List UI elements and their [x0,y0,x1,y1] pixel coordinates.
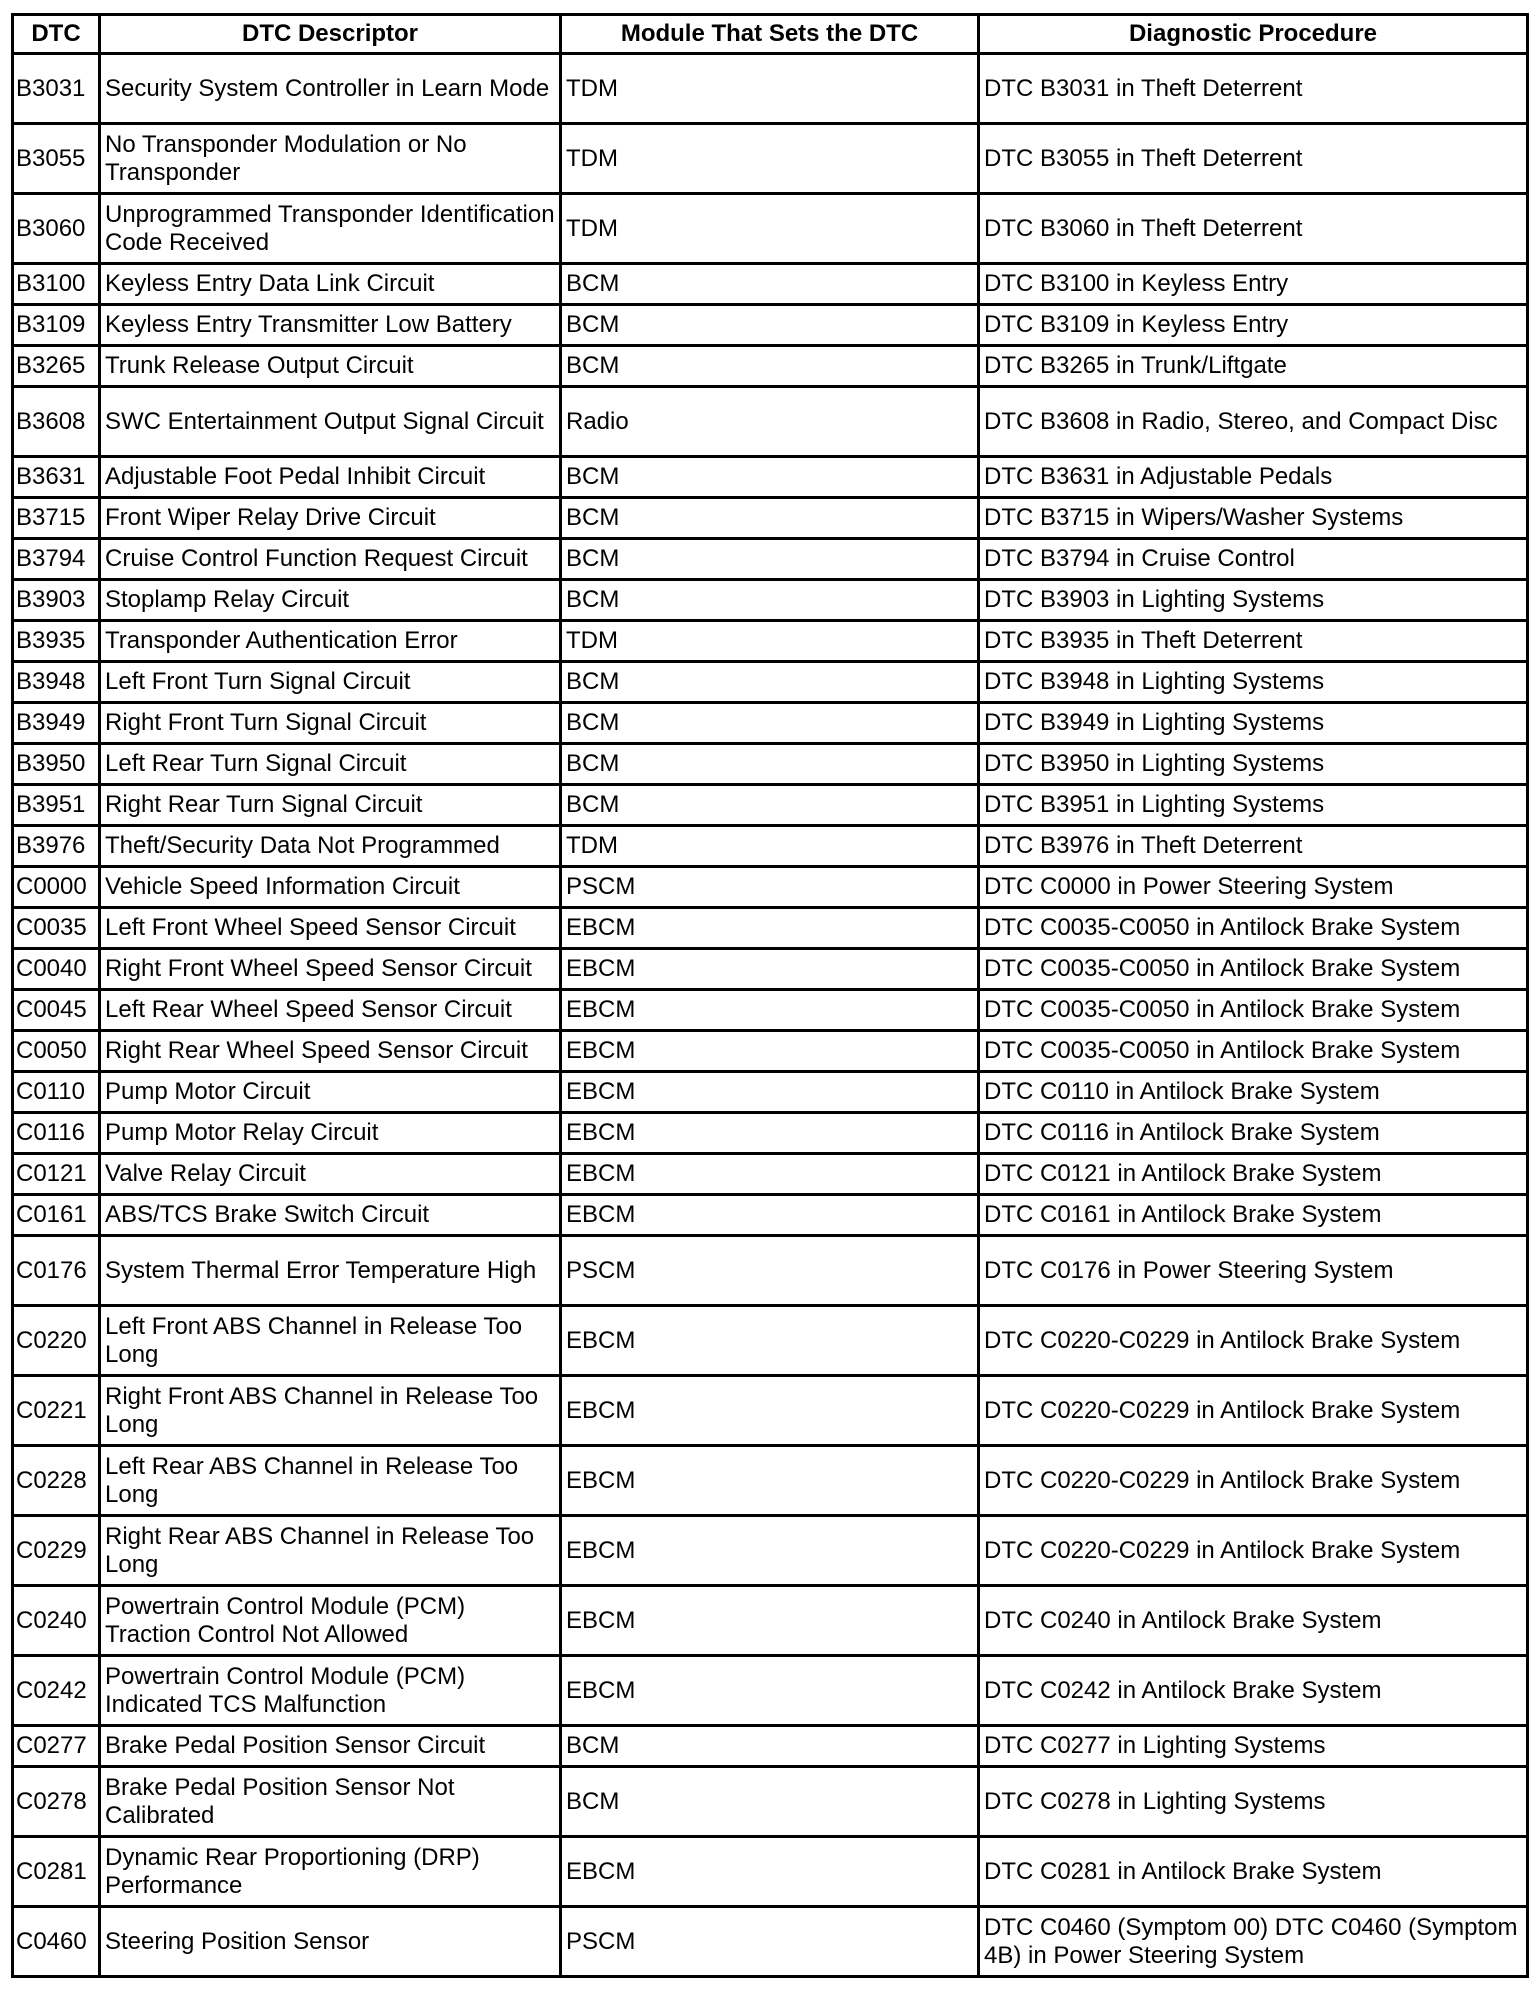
dtc-descriptor-cell: Right Front Turn Signal Circuit [100,703,561,744]
module-cell: TDM [561,194,979,264]
table-row [13,785,1528,826]
diagnostic-procedure-cell: DTC B3715 in Wipers/Washer Systems [979,498,1528,539]
module-cell: BCM [561,305,979,346]
dtc-descriptor-cell: Right Rear ABS Channel in Release Too Long [100,1516,561,1586]
module-cell: EBCM [561,1195,979,1236]
diagnostic-procedure-cell: DTC C0220-C0229 in Antilock Brake System [979,1446,1528,1516]
module-cell: BCM [561,744,979,785]
table-row [13,1726,1528,1767]
module-cell: EBCM [561,1376,979,1446]
diagnostic-procedure-cell: DTC C0161 in Antilock Brake System [979,1195,1528,1236]
table-row [13,826,1528,867]
diagnostic-procedure-cell: DTC C0220-C0229 in Antilock Brake System [979,1376,1528,1446]
dtc-descriptor-cell: Left Rear Wheel Speed Sensor Circuit [100,990,561,1031]
dtc-code-cell: C0161 [13,1195,100,1236]
diagnostic-procedure-cell: DTC C0035-C0050 in Antilock Brake System [979,990,1528,1031]
dtc-code-cell: C0045 [13,990,100,1031]
table-row [13,387,1528,457]
module-cell: EBCM [561,1031,979,1072]
dtc-descriptor-cell: Trunk Release Output Circuit [100,346,561,387]
diagnostic-procedure-cell: DTC C0277 in Lighting Systems [979,1726,1528,1767]
table-row [13,264,1528,305]
module-cell: EBCM [561,1306,979,1376]
table-row [13,1031,1528,1072]
diagnostic-procedure-cell: DTC B3903 in Lighting Systems [979,580,1528,621]
diagnostic-procedure-cell: DTC B3608 in Radio, Stereo, and Compact Disc [979,387,1528,457]
diagnostic-procedure-cell: DTC C0281 in Antilock Brake System [979,1837,1528,1907]
table-row [13,1516,1528,1586]
diagnostic-procedure-cell: DTC B3100 in Keyless Entry [979,264,1528,305]
diagnostic-procedure-cell: DTC C0035-C0050 in Antilock Brake System [979,1031,1528,1072]
dtc-descriptor-cell: Adjustable Foot Pedal Inhibit Circuit [100,457,561,498]
diagnostic-procedure-cell: DTC C0242 in Antilock Brake System [979,1656,1528,1726]
table-row [13,1072,1528,1113]
table-row [13,346,1528,387]
dtc-code-cell: C0220 [13,1306,100,1376]
dtc-code-cell: B3100 [13,264,100,305]
diagnostic-procedure-cell: DTC B3109 in Keyless Entry [979,305,1528,346]
module-cell: EBCM [561,1154,979,1195]
diagnostic-procedure-cell: DTC B3948 in Lighting Systems [979,662,1528,703]
dtc-code-cell: C0242 [13,1656,100,1726]
table-row [13,498,1528,539]
module-cell: BCM [561,539,979,580]
dtc-descriptor-cell: Brake Pedal Position Sensor Not Calibrated [100,1767,561,1837]
module-cell: EBCM [561,1072,979,1113]
diagnostic-procedure-cell: DTC C0116 in Antilock Brake System [979,1113,1528,1154]
dtc-code-cell: C0460 [13,1907,100,1977]
dtc-descriptor-cell: No Transponder Modulation or No Transponder [100,124,561,194]
table-row [13,1446,1528,1516]
dtc-descriptor-cell: Right Rear Wheel Speed Sensor Circuit [100,1031,561,1072]
module-cell: BCM [561,457,979,498]
module-cell: BCM [561,346,979,387]
table-row [13,867,1528,908]
dtc-code-cell: B3715 [13,498,100,539]
dtc-code-cell: B3950 [13,744,100,785]
dtc-code-cell: B3903 [13,580,100,621]
dtc-descriptor-cell: Steering Position Sensor [100,1907,561,1977]
diagnostic-procedure-cell: DTC C0121 in Antilock Brake System [979,1154,1528,1195]
dtc-descriptor-cell: Valve Relay Circuit [100,1154,561,1195]
dtc-code-cell: C0035 [13,908,100,949]
diagnostic-procedure-cell: DTC B3976 in Theft Deterrent [979,826,1528,867]
dtc-descriptor-cell: Left Rear ABS Channel in Release Too Long [100,1446,561,1516]
dtc-descriptor-cell: Cruise Control Function Request Circuit [100,539,561,580]
dtc-code-cell: C0176 [13,1236,100,1306]
dtc-descriptor-cell: Pump Motor Circuit [100,1072,561,1113]
dtc-code-cell: B3976 [13,826,100,867]
dtc-descriptor-cell: ABS/TCS Brake Switch Circuit [100,1195,561,1236]
table-row [13,305,1528,346]
dtc-code-cell: B3265 [13,346,100,387]
header-diagnostic-procedure: Diagnostic Procedure [979,15,1528,54]
dtc-descriptor-cell: System Thermal Error Temperature High [100,1236,561,1306]
dtc-code-cell: C0116 [13,1113,100,1154]
module-cell: EBCM [561,990,979,1031]
module-cell: PSCM [561,1236,979,1306]
module-cell: EBCM [561,1446,979,1516]
dtc-code-cell: C0050 [13,1031,100,1072]
module-cell: TDM [561,621,979,662]
table-row [13,1113,1528,1154]
module-cell: PSCM [561,867,979,908]
table-row [13,908,1528,949]
dtc-descriptor-cell: Transponder Authentication Error [100,621,561,662]
dtc-code-cell: C0121 [13,1154,100,1195]
module-cell: BCM [561,785,979,826]
dtc-descriptor-cell: Dynamic Rear Proportioning (DRP) Performance [100,1837,561,1907]
diagnostic-procedure-cell: DTC C0278 in Lighting Systems [979,1767,1528,1837]
dtc-descriptor-cell: Left Front ABS Channel in Release Too Long [100,1306,561,1376]
diagnostic-procedure-cell: DTC B3060 in Theft Deterrent [979,194,1528,264]
dtc-code-cell: B3060 [13,194,100,264]
module-cell: EBCM [561,908,979,949]
dtc-code-cell: B3109 [13,305,100,346]
table-row [13,457,1528,498]
dtc-code-cell: B3935 [13,621,100,662]
diagnostic-procedure-cell: DTC C0000 in Power Steering System [979,867,1528,908]
dtc-descriptor-cell: Unprogrammed Transponder Identification Code Received [100,194,561,264]
diagnostic-procedure-cell: DTC B3265 in Trunk/Liftgate [979,346,1528,387]
table-row [13,1656,1528,1726]
dtc-code-cell: C0229 [13,1516,100,1586]
dtc-descriptor-cell: Vehicle Speed Information Circuit [100,867,561,908]
dtc-descriptor-cell: Right Rear Turn Signal Circuit [100,785,561,826]
diagnostic-procedure-cell: DTC C0240 in Antilock Brake System [979,1586,1528,1656]
dtc-code-cell: C0240 [13,1586,100,1656]
diagnostic-procedure-cell: DTC B3794 in Cruise Control [979,539,1528,580]
module-cell: TDM [561,826,979,867]
dtc-code-cell: B3055 [13,124,100,194]
dtc-descriptor-cell: Right Front Wheel Speed Sensor Circuit [100,949,561,990]
dtc-code-cell: B3031 [13,54,100,124]
header-dtc: DTC [13,15,100,54]
module-cell: PSCM [561,1907,979,1977]
module-cell: EBCM [561,949,979,990]
table-row [13,703,1528,744]
dtc-code-cell: C0277 [13,1726,100,1767]
module-cell: EBCM [561,1516,979,1586]
table-row [13,1586,1528,1656]
module-cell: TDM [561,124,979,194]
diagnostic-procedure-cell: DTC C0220-C0229 in Antilock Brake System [979,1306,1528,1376]
table-row [13,662,1528,703]
dtc-descriptor-cell: Powertrain Control Module (PCM) Traction Control Not Allowed [100,1586,561,1656]
dtc-descriptor-cell: Powertrain Control Module (PCM) Indicated TCS Malfunction [100,1656,561,1726]
module-cell: BCM [561,1726,979,1767]
table-header-row [13,15,1528,54]
dtc-code-cell: B3951 [13,785,100,826]
diagnostic-procedure-cell: DTC C0035-C0050 in Antilock Brake System [979,908,1528,949]
dtc-table [11,13,1529,1978]
table-row [13,54,1528,124]
dtc-code-cell: C0110 [13,1072,100,1113]
dtc-code-cell: C0221 [13,1376,100,1446]
dtc-descriptor-cell: Pump Motor Relay Circuit [100,1113,561,1154]
diagnostic-procedure-cell: DTC B3031 in Theft Deterrent [979,54,1528,124]
dtc-descriptor-cell: Left Front Wheel Speed Sensor Circuit [100,908,561,949]
dtc-descriptor-cell: SWC Entertainment Output Signal Circuit [100,387,561,457]
table-row [13,744,1528,785]
module-cell: TDM [561,54,979,124]
module-cell: EBCM [561,1113,979,1154]
table-body [13,54,1528,1977]
dtc-code-cell: C0228 [13,1446,100,1516]
dtc-descriptor-cell: Front Wiper Relay Drive Circuit [100,498,561,539]
module-cell: EBCM [561,1656,979,1726]
dtc-code-cell: C0040 [13,949,100,990]
diagnostic-procedure-cell: DTC B3935 in Theft Deterrent [979,621,1528,662]
module-cell: EBCM [561,1586,979,1656]
module-cell: BCM [561,1767,979,1837]
diagnostic-procedure-cell: DTC B3631 in Adjustable Pedals [979,457,1528,498]
diagnostic-procedure-cell: DTC B3949 in Lighting Systems [979,703,1528,744]
table-row [13,1767,1528,1837]
diagnostic-procedure-cell: DTC C0110 in Antilock Brake System [979,1072,1528,1113]
diagnostic-procedure-cell: DTC B3951 in Lighting Systems [979,785,1528,826]
module-cell: BCM [561,264,979,305]
diagnostic-procedure-cell: DTC B3950 in Lighting Systems [979,744,1528,785]
module-cell: BCM [561,703,979,744]
table-row [13,194,1528,264]
table-row [13,1306,1528,1376]
table-row [13,580,1528,621]
dtc-descriptor-cell: Left Rear Turn Signal Circuit [100,744,561,785]
module-cell: BCM [561,662,979,703]
module-cell: BCM [561,498,979,539]
dtc-code-cell: B3948 [13,662,100,703]
dtc-descriptor-cell: Left Front Turn Signal Circuit [100,662,561,703]
dtc-code-cell: C0281 [13,1837,100,1907]
dtc-descriptor-cell: Security System Controller in Learn Mode [100,54,561,124]
dtc-code-cell: C0000 [13,867,100,908]
dtc-code-cell: C0278 [13,1767,100,1837]
table-row [13,990,1528,1031]
dtc-descriptor-cell: Stoplamp Relay Circuit [100,580,561,621]
diagnostic-procedure-cell: DTC C0460 (Symptom 00) DTC C0460 (Symptom 4B) in Power Steering System [979,1907,1528,1977]
table-row [13,1236,1528,1306]
dtc-descriptor-cell: Keyless Entry Data Link Circuit [100,264,561,305]
table-row [13,1376,1528,1446]
dtc-descriptor-cell: Keyless Entry Transmitter Low Battery [100,305,561,346]
table-row [13,539,1528,580]
header-module: Module That Sets the DTC [561,15,979,54]
table-row [13,949,1528,990]
table-row [13,1195,1528,1236]
diagnostic-procedure-cell: DTC B3055 in Theft Deterrent [979,124,1528,194]
diagnostic-procedure-cell: DTC C0220-C0229 in Antilock Brake System [979,1516,1528,1586]
table-row [13,1907,1528,1977]
dtc-code-cell: B3794 [13,539,100,580]
table-row [13,621,1528,662]
module-cell: BCM [561,580,979,621]
header-dtc-descriptor: DTC Descriptor [100,15,561,54]
table-row [13,124,1528,194]
diagnostic-procedure-cell: DTC C0035-C0050 in Antilock Brake System [979,949,1528,990]
dtc-descriptor-cell: Theft/Security Data Not Programmed [100,826,561,867]
dtc-descriptor-cell: Brake Pedal Position Sensor Circuit [100,1726,561,1767]
table-row [13,1154,1528,1195]
module-cell: Radio [561,387,979,457]
diagnostic-procedure-cell: DTC C0176 in Power Steering System [979,1236,1528,1306]
dtc-code-cell: B3631 [13,457,100,498]
dtc-code-cell: B3949 [13,703,100,744]
table-row [13,1837,1528,1907]
dtc-descriptor-cell: Right Front ABS Channel in Release Too Long [100,1376,561,1446]
dtc-code-cell: B3608 [13,387,100,457]
module-cell: EBCM [561,1837,979,1907]
